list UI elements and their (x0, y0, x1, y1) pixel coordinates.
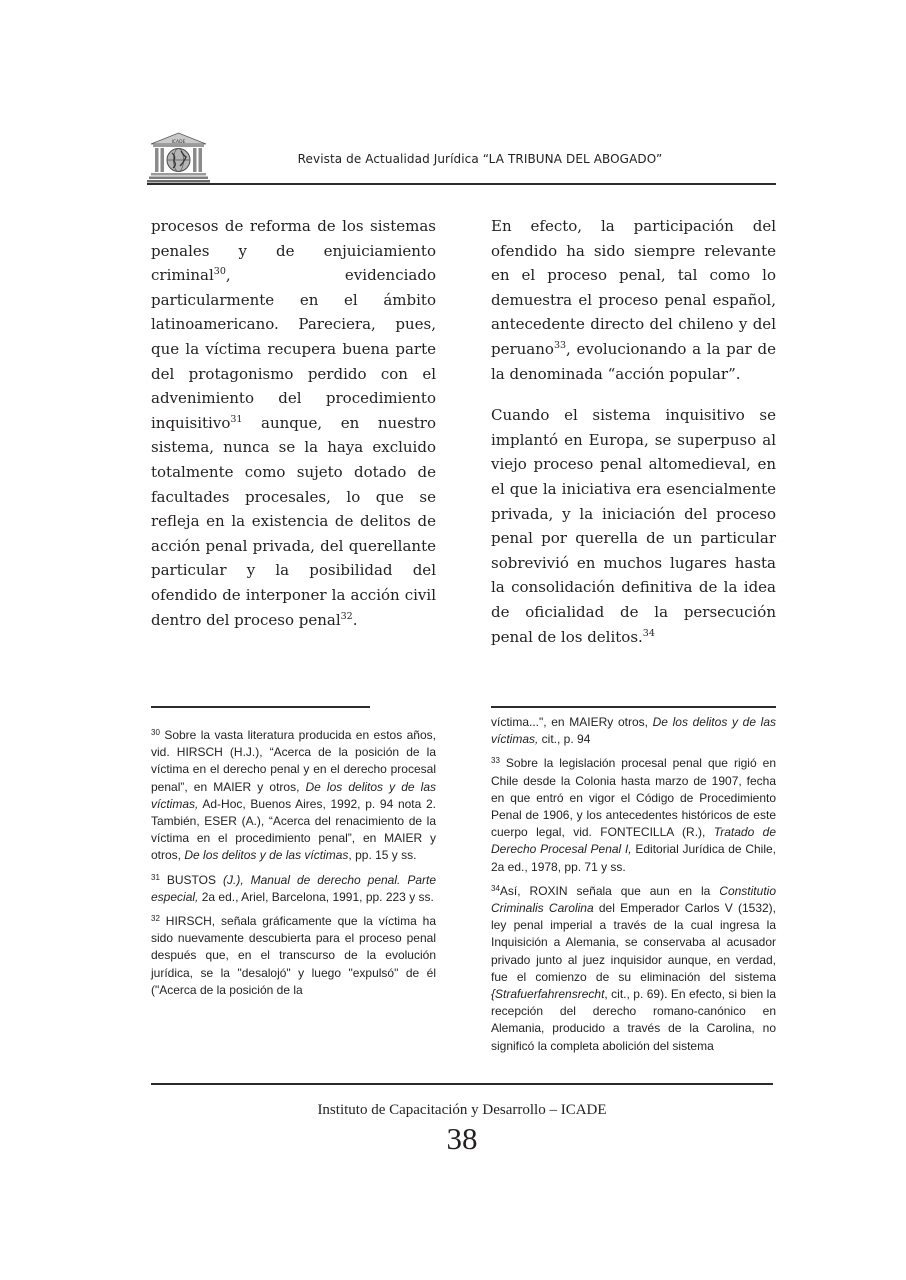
text-run: Ad-Hoc, Buenos Aires, 1992, p. 94 nota 2. También, ESER (A.), “Acerca del renacimiento de la víctima en el procedimiento penal”, en MAIER y otros, (151, 796, 436, 863)
right-paragraph-2 (491, 403, 776, 649)
text-run: , pp. 15 y ss. (348, 848, 417, 863)
text-run: Sobre la vasta literatura producida en estos años, vid. HIRSCH (H.J.), “Acerca de la posición de la víctima en el derecho penal y en el derecho procesal penal”, en MAIER y otros, (151, 728, 436, 794)
text-run: Sobre la legislación procesal penal que rigió en Chile desde la Colonia hasta marzo de 1907, fecha en que entró en vigor el Código de Procedimiento Penal de 1906, y los antecedentes históricos de este cuerpo legal, vid. FONTECILLA (R.), (491, 756, 776, 840)
footnote-ref-33: 33 (553, 339, 567, 351)
footnote-number: 32 (151, 914, 160, 924)
header-rule (147, 183, 776, 185)
right-paragraph-1 (491, 214, 776, 386)
footer-institution: Instituto de Capacitación y Desarrollo – ICADE (317, 1102, 607, 1118)
italic-title: Constitutio Criminalis Carolina (491, 883, 776, 916)
footnote-32-continued (491, 714, 776, 748)
text-run: del Emperador Carlos V (1532), ley penal imperial a través de la cual ingresa la Inquisición a Alemania, se conservaba al acusador privado junto al juez inquisidor aunque, en verdad, fue el comienzo de su eliminación del sistema (491, 901, 776, 984)
footnote-rule-left (151, 706, 370, 708)
footnote-32 (151, 913, 436, 999)
institution-building-globe-logo-icon (147, 131, 210, 183)
footnote-34 (491, 883, 776, 1055)
text-run: , evidenciado particularmente en el ámbito latinoamericano. Pareciera, pues, que la víctima recupera buena parte del protagonismo perdido con el advenimiento del procedimiento inquisitivo (151, 266, 436, 432)
footnote-33 (491, 755, 776, 875)
text-run: Editorial Jurídica de Chile, 2a ed., 1978, pp. 71 y ss. (491, 842, 777, 874)
footnote-number: 33 (491, 756, 500, 766)
text-run: Cuando el sistema inquisitivo se implantó en Europa, se superpuso al viejo proceso penal altomedieval, en el que la iniciativa era esencialmente privada, y la iniciación del proceso penal por querella de un particular sobrevivió en muchos lugares hasta la consolidación definitiva de la idea de oficialidad de la persecución penal de los delitos. (491, 406, 776, 646)
text-run: procesos de reforma de los sistemas penales y de enjuiciamiento criminal (151, 217, 436, 285)
footnote-ref-30: 30 (213, 266, 226, 278)
text-run: , cit., p. 69). En efecto, si bien la recepción del derecho romano-canónico en Alemania, producido a través de la Carolina, no significó la completa abolición del sistema (491, 987, 776, 1053)
text-run: Así, ROXIN señala que aun en la (499, 883, 720, 898)
footnote-ref-34: 34 (642, 627, 655, 639)
text-run: cit., p. 94 (538, 732, 591, 747)
text-run: BUSTOS (159, 872, 223, 887)
running-header-title: Revista de Actualidad Jurídica “LA TRIBUNA DEL ABOGADO” (297, 152, 663, 166)
footnote-31 (151, 872, 436, 906)
text-run: , evolucionando a la par de la denominada “acción popular”. (491, 339, 776, 383)
text-run: . (352, 610, 358, 629)
footnote-ref-31: 31 (230, 413, 243, 425)
italic-title: De los delitos y de las víctimas (184, 848, 349, 863)
italic-title: De los delitos y de las víctimas, (491, 715, 776, 747)
footnote-number: 30 (151, 728, 160, 737)
footnotes-right (491, 714, 776, 1062)
italic-title: Tratado de Derecho Procesal Penal I, (491, 825, 777, 857)
text-run: HIRSCH, señala gráficamente que la víctima ha sido nuevamente descubierta para el proceso penal después que, en el transcurso de la evolución jurídica, se la "desalojó" y luego "expulsó" de él ("Acerca de la posición de la (151, 914, 436, 997)
footnote-number: 31 (151, 872, 160, 882)
footnote-30 (151, 727, 436, 865)
italic-title: (J.), Manual de derecho penal. Parte especial, (151, 872, 437, 904)
logo-text: ICADE (171, 140, 186, 146)
footer-rule (151, 1083, 773, 1085)
right-column-body (491, 214, 776, 666)
page-number: 38 (446, 1121, 478, 1156)
text-run: En efecto, la participación del ofendido ha sido siempre relevante en el proceso penal, tal como lo demuestra el proceso penal español, antecedente directo del chileno y del peruano (491, 217, 776, 358)
italic-title: {Strafuerfahrensrecht (491, 987, 605, 1002)
text-run: aunque, en nuestro sistema, nunca se la haya excluido totalmente como sujeto dotado de facultades procesales, lo que se refleja en la existencia de delitos de acción penal privada, del querellante particular y la posibilidad del ofendido de interponer la acción civil dentro del proceso penal (151, 413, 436, 629)
footnote-number: 34 (491, 883, 500, 893)
left-column-body (151, 214, 436, 649)
footnotes-left (151, 727, 436, 1006)
italic-title: De los delitos y de las víctimas, (151, 779, 436, 811)
text-run: víctima...", en MAIERy otros, (491, 715, 653, 729)
left-paragraph-1 (151, 214, 436, 632)
footnote-ref-32: 32 (340, 610, 353, 622)
footnote-rule-right (491, 706, 776, 708)
text-run: 2a ed., Ariel, Barcelona, 1991, pp. 223 y ss. (198, 889, 434, 904)
